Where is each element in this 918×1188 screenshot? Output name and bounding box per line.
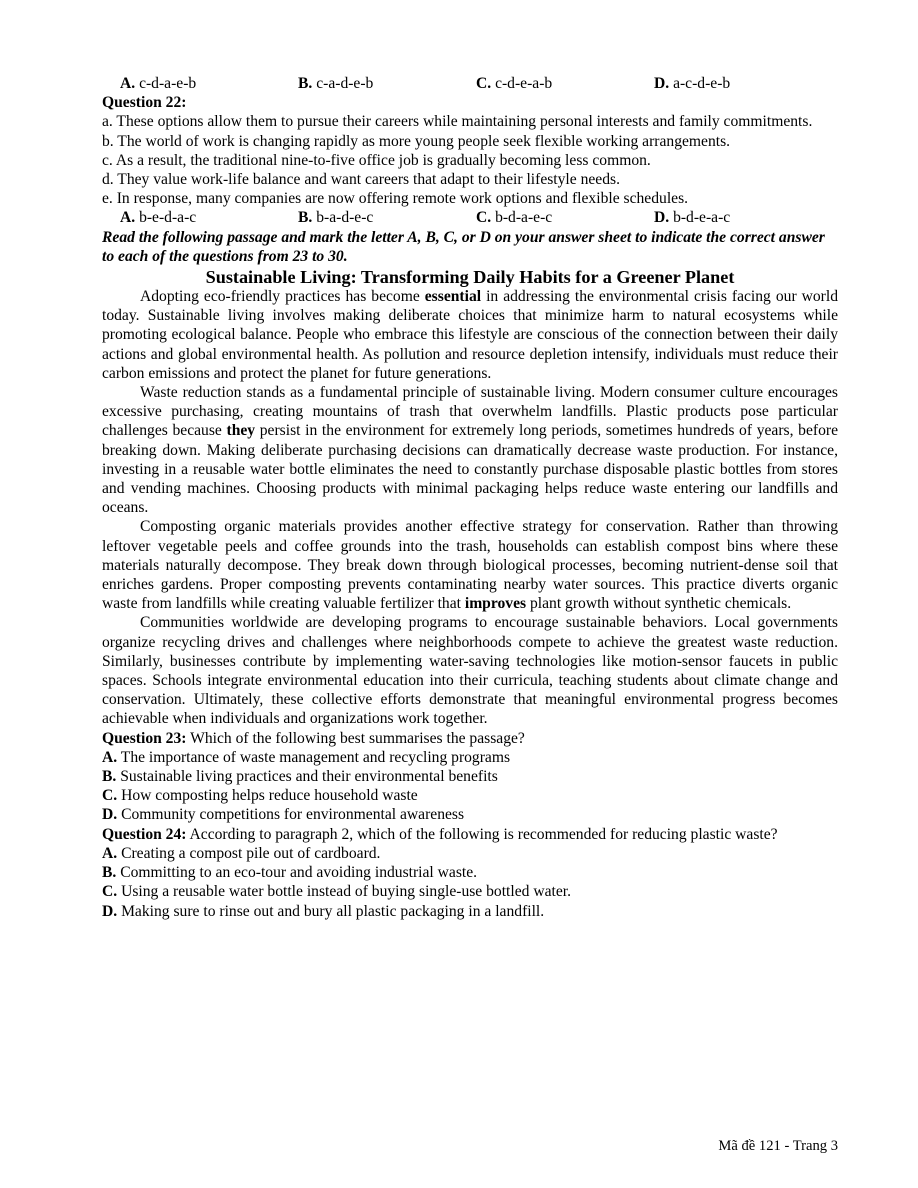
- q21-option-b: B. c-a-d-e-b: [298, 75, 374, 92]
- q24-option-b: B. Committing to an eco-tour and avoiding industrial waste.: [102, 864, 478, 882]
- q21-option-a: A. c-d-a-e-b: [120, 75, 197, 92]
- page-footer: Mã đề 121 - Trang 3: [718, 1138, 838, 1154]
- q21-option-c: C. c-d-e-a-b: [476, 75, 553, 92]
- q22-sentence-c: c. As a result, the traditional nine-to-five office job is gradually becoming less common.: [102, 151, 651, 169]
- q24-option-a: A. Creating a compost pile out of cardboard.: [102, 844, 381, 862]
- q22-options: [102, 208, 838, 227]
- passage-title: Sustainable Living: Transforming Daily Habits for a Greener Planet: [205, 267, 735, 287]
- q24-option-c: C. Using a reusable water bottle instead of buying single-use bottled water.: [102, 883, 572, 901]
- q22-sentence-b: b. The world of work is changing rapidly as more young people seek flexible working arrangements.: [102, 132, 731, 150]
- reading-instruction: Read the following passage and mark the letter A, B, C, or D on your answer sheet to indicate the correct answer to each of the questions from 23 to 30.: [102, 228, 825, 265]
- q22-sentence-e: e. In response, many companies are now offering remote work options and flexible schedules.: [102, 190, 689, 208]
- q23-question: Question 23: Which of the following best summarises the passage?: [102, 729, 525, 747]
- q24-question: Question 24: According to paragraph 2, which of the following is recommended for reducing plastic waste?: [102, 825, 778, 843]
- passage-paragraph-2: Waste reduction stands as a fundamental principle of sustainable living. Modern consumer culture encourages excessive purchasing, creating mountains of trash that overwhelm landfills. Plastic products pose particular challenges because they persist in the environment for extremely long periods, sometimes hundreds of years, before breaking down. Making deliberate purchasing decisions can dramatically decrease waste production. For instance, investing in a reusable water bottle eliminates the need to constantly purchase disposable plastic bottles from stores and vending machines. Choosing products with minimal packaging helps reduce waste entering our landfills and oceans.: [102, 384, 839, 517]
- q21-option-d: D. a-c-d-e-b: [654, 75, 731, 92]
- q22-heading: Question 22:: [102, 94, 187, 112]
- highlighted-word-they: they: [226, 422, 256, 440]
- q22-option-d: D. b-d-e-a-c: [654, 209, 731, 227]
- highlighted-word-essential: essential: [424, 288, 482, 305]
- passage-paragraph-4: Communities worldwide are developing programs to encourage sustainable behaviors. Local governments organize recycling drives and challenges where neighborhoods compete to achieve the greatest waste reduction. Similarly, businesses contribute by implementing water-saving technologies like motion-sensor faucets in public spaces. Schools integrate environmental education into their curricula, teaching students about climate change and conservation. Ultimately, these collective efforts demonstrate that meaningful environmental progress becomes achievable when individuals and organizations work together.: [102, 614, 838, 728]
- exam-page: [102, 74, 838, 921]
- q22-option-b: B. b-a-d-e-c: [298, 209, 374, 227]
- q22-option-a: A. b-e-d-a-c: [120, 209, 197, 227]
- q21-options: [102, 74, 838, 93]
- q22-sentence-a: a. These options allow them to pursue their careers while maintaining personal interests and family commitments.: [102, 113, 813, 131]
- q22-sentence-d: d. They value work-life balance and want careers that adapt to their lifestyle needs.: [102, 171, 620, 188]
- q22-option-c: C. b-d-a-e-c: [476, 209, 553, 227]
- q23-option-a: A. The importance of waste management and recycling programs: [102, 748, 511, 766]
- highlighted-word-improves: improves: [464, 595, 527, 613]
- q23-option-c: C. How composting helps reduce household waste: [102, 787, 418, 805]
- q23-option-b: B. Sustainable living practices and their environmental benefits: [102, 768, 498, 786]
- passage-paragraph-1: Adopting eco-friendly practices has become essential in addressing the environmental crisis facing our world today. Sustainable living involves making deliberate choices that minimize harm to natural ecosystems while promoting ecological balance. People who embrace this lifestyle are conscious of the connection between their daily actions and global environmental health. As pollution and resource depletion intensify, individuals must reduce their carbon emissions and protect the planet for future generations.: [102, 288, 839, 382]
- q23-option-d: D. Community competitions for environmental awareness: [102, 806, 465, 824]
- q24-option-d: D. Making sure to rinse out and bury all plastic packaging in a landfill.: [102, 902, 545, 920]
- passage-paragraph-3: Composting organic materials provides another effective strategy for conservation. Rather than throwing leftover vegetable peels and coffee grounds into the trash, households can establish compost bins where these materials naturally decompose. They break down through biological processes, becoming nutrient-dense soil that enriches gardens. Proper composting prevents contaminating nearby water sources. This practice diverts organic waste from landfills while creating valuable fertilizer that improves plant growth without synthetic chemicals.: [102, 518, 838, 613]
